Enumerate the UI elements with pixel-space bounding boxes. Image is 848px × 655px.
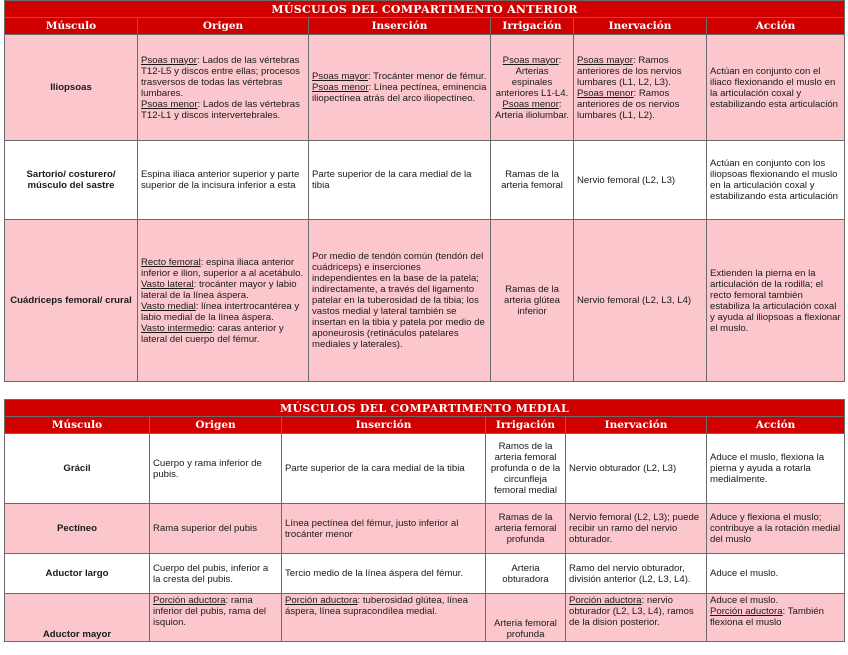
col-header-origen: Origen: [138, 18, 309, 35]
subdivision-text: : espina iliaca anterior inferior e ilion, superior a al acetábulo.: [141, 256, 304, 279]
accion-cell: [707, 594, 845, 642]
subdivision-text: : caras anterior y lateral del cuerpo del fémur.: [141, 322, 284, 345]
insercion-cell: [282, 594, 486, 642]
anterior-table-title: MÚSCULOS DEL COMPARTIMENTO ANTERIOR: [5, 1, 845, 18]
col-header-irrigacion: Irrigación: [486, 417, 566, 434]
subdivision-text: : trocánter mayor y labio lateral de la línea áspera.: [141, 278, 297, 301]
medial-compartment-table: [4, 399, 845, 642]
accion-cell: Actúan en conjunto con el iliaco flexionando el muslo en la articulación coxal y estabilizando esta articulación: [707, 35, 845, 141]
inervacion-cell: [566, 594, 707, 642]
origen-cell: Rama superior del pubis: [150, 504, 282, 554]
subdivision-text: : Ramos anteriores de os nervios lumbares (L1, L2).: [577, 87, 680, 121]
table-row-aductor-mayor: [5, 594, 845, 642]
subdivision-label: Psoas menor: [141, 98, 198, 110]
accion-cell: Aduce el muslo.: [707, 554, 845, 594]
table-row-pectineo: [5, 504, 845, 554]
irrigacion-cell: Ramas de la arteria glútea inferior: [491, 220, 574, 382]
subdivision-label: Porción aductora: [569, 595, 642, 606]
subdivision-text: : Línea pectínea, eminencia iliopectínea atrás del arco iliopectíneo.: [312, 82, 487, 104]
subdivision-text: : Arterias espinales anteriores L1-L4.: [495, 54, 569, 99]
insercion-cell: Parte superior de la cara medial de la tibia: [282, 434, 486, 504]
subdivision-text: : Arteria iliolumbar.: [494, 98, 570, 121]
accion-text: Aduce el muslo.: [710, 595, 779, 606]
inervacion-cell: Nervio femoral (L2, L3, L4): [574, 220, 707, 382]
subdivision-label: Porción aductora: [710, 606, 783, 617]
insercion-cell: Tercio medio de la línea áspera del fémur.: [282, 554, 486, 594]
subdivision-label: Psoas menor: [502, 98, 559, 110]
muscle-name: Pectíneo: [5, 504, 150, 554]
subdivision-label: Psoas menor: [577, 87, 634, 99]
col-header-inervacion: Inervación: [566, 417, 707, 434]
subdivision-label: Vasto medial: [141, 300, 196, 312]
irrigacion-cell: [491, 35, 574, 141]
subdivision-text: : nervio obturador (L2, L3, L4), ramos de la dision posterior.: [569, 595, 694, 628]
table-row-aductor-largo: [5, 554, 845, 594]
accion-cell: Actúan en conjunto con los iliopsoas flexionando el muslo en la articulación coxal y estabilizando esta articulación: [707, 141, 845, 220]
col-header-insercion: Inserción: [282, 417, 486, 434]
col-header-origen: Origen: [150, 417, 282, 434]
insercion-cell: [309, 35, 491, 141]
irrigacion-cell: Arteria obturadora: [486, 554, 566, 594]
origen-cell: [138, 220, 309, 382]
origen-cell: [138, 35, 309, 141]
inervacion-cell: Nervio femoral (L2, L3); puede recibir un ramo del nervio obturador.: [566, 504, 707, 554]
accion-cell: Extienden la pierna en la articulación de la rodilla; el recto femoral también estabiliza la articulación coxal y ayuda al iliopsoas a flexionar el muslo.: [707, 220, 845, 382]
origen-cell: Cuerpo del pubis, inferior a la cresta del pubis.: [150, 554, 282, 594]
subdivision-label: Porción aductora: [285, 595, 358, 606]
subdivision-text: : También flexiona el muslo: [710, 606, 824, 628]
medial-header-row: [5, 417, 845, 434]
anterior-compartment-table: [4, 0, 845, 382]
col-header-irrigacion: Irrigación: [491, 18, 574, 35]
inervacion-cell: Ramo del nervio obturador, división anterior (L2, L3, L4).: [566, 554, 707, 594]
muscle-name: Iliopsoas: [5, 35, 138, 141]
inervacion-cell: Nervio obturador (L2, L3): [566, 434, 707, 504]
subdivision-label: Psoas mayor: [312, 71, 368, 82]
muscle-name: Grácil: [5, 434, 150, 504]
medial-table-title: MÚSCULOS DEL COMPARTIMENTO MEDIAL: [5, 400, 845, 417]
subdivision-label: Vasto intermedio: [141, 322, 213, 334]
anterior-title-row: [5, 1, 845, 18]
inervacion-cell: Nervio femoral (L2, L3): [574, 141, 707, 220]
subdivision-label: Psoas mayor: [577, 54, 633, 66]
subdivision-text: : Lados de las vértebras T12-L1 y discos intervertebrales.: [141, 98, 300, 121]
irrigacion-cell: Ramas de la arteria femoral: [491, 141, 574, 220]
insercion-cell: Parte superior de la cara medial de la tibia: [309, 141, 491, 220]
table-row-gracil: [5, 434, 845, 504]
table-row-cuadriceps: [5, 220, 845, 382]
subdivision-text: : Lados de las vértebras T12-L5 y discos entre ellas; procesos trasversos de todas las vértebras lumbares.: [141, 54, 300, 99]
subdivision-label: Vasto lateral: [141, 278, 194, 290]
subdivision-label: Recto femoral: [141, 256, 201, 268]
subdivision-label: Psoas mayor: [502, 54, 559, 66]
accion-cell: Aduce el muslo, flexiona la pierna y ayuda a rotarla medialmente.: [707, 434, 845, 504]
irrigacion-cell: Ramas de la arteria femoral profunda: [486, 504, 566, 554]
subdivision-text: : Ramos anteriores de los nervios lumbares (L1, L2, L3).: [577, 54, 682, 88]
col-header-inervacion: Inervación: [574, 18, 707, 35]
origen-cell: Espina iliaca anterior superior y parte superior de la incisura inferior a esta: [138, 141, 309, 220]
origen-cell: [150, 594, 282, 642]
col-header-musculo: Músculo: [5, 18, 138, 35]
col-header-musculo: Músculo: [5, 417, 150, 434]
irrigacion-cell: Arteria femoral profunda: [486, 594, 566, 642]
accion-cell: Aduce y flexiona el muslo; contribuye a la rotación medial del muslo: [707, 504, 845, 554]
medial-title-row: [5, 400, 845, 417]
insercion-cell: Línea pectínea del fémur, justo inferior al trocánter menor: [282, 504, 486, 554]
subdivision-text: : tuberosidad glútea, línea áspera, línea supracondílea medial.: [285, 595, 468, 617]
subdivision-text: : línea intertrocantérea y labio medial de la línea áspera.: [141, 300, 300, 323]
insercion-cell: Por medio de tendón común (tendón del cuádriceps) e inserciones independientes en la base de la patela; indirectamente, a través del ligamento patelar en la tuberosidad de la tibia; los vastos medial y lateral también se insertan en la tibia y patela por medio de aponeurosis (retináculos patelares mediales y laterales).: [309, 220, 491, 382]
muscle-name: Aductor largo: [5, 554, 150, 594]
inervacion-cell: [574, 35, 707, 141]
col-header-insercion: Inserción: [309, 18, 491, 35]
col-header-accion: Acción: [707, 417, 845, 434]
subdivision-label: Porción aductora: [153, 595, 226, 606]
table-row-iliopsoas: [5, 35, 845, 141]
origen-cell: Cuerpo y rama inferior de pubis.: [150, 434, 282, 504]
subdivision-text: : Trocánter menor de fémur.: [367, 71, 487, 82]
col-header-accion: Acción: [707, 18, 845, 35]
muscle-name: Sartorio/ costurero/ músculo del sastre: [5, 141, 138, 220]
anterior-header-row: [5, 18, 845, 35]
subdivision-label: Psoas mayor: [141, 54, 197, 66]
subdivision-text: : rama inferior del pubis, rama del isquion.: [153, 595, 267, 628]
muscle-name: Aductor mayor: [5, 594, 150, 642]
table-row-sartorio: [5, 141, 845, 220]
muscle-name: Cuádriceps femoral/ crural: [5, 220, 138, 382]
subdivision-label: Psoas menor: [312, 82, 369, 93]
irrigacion-cell: Ramos de la arteria femoral profunda o de la circunfleja femoral medial: [486, 434, 566, 504]
